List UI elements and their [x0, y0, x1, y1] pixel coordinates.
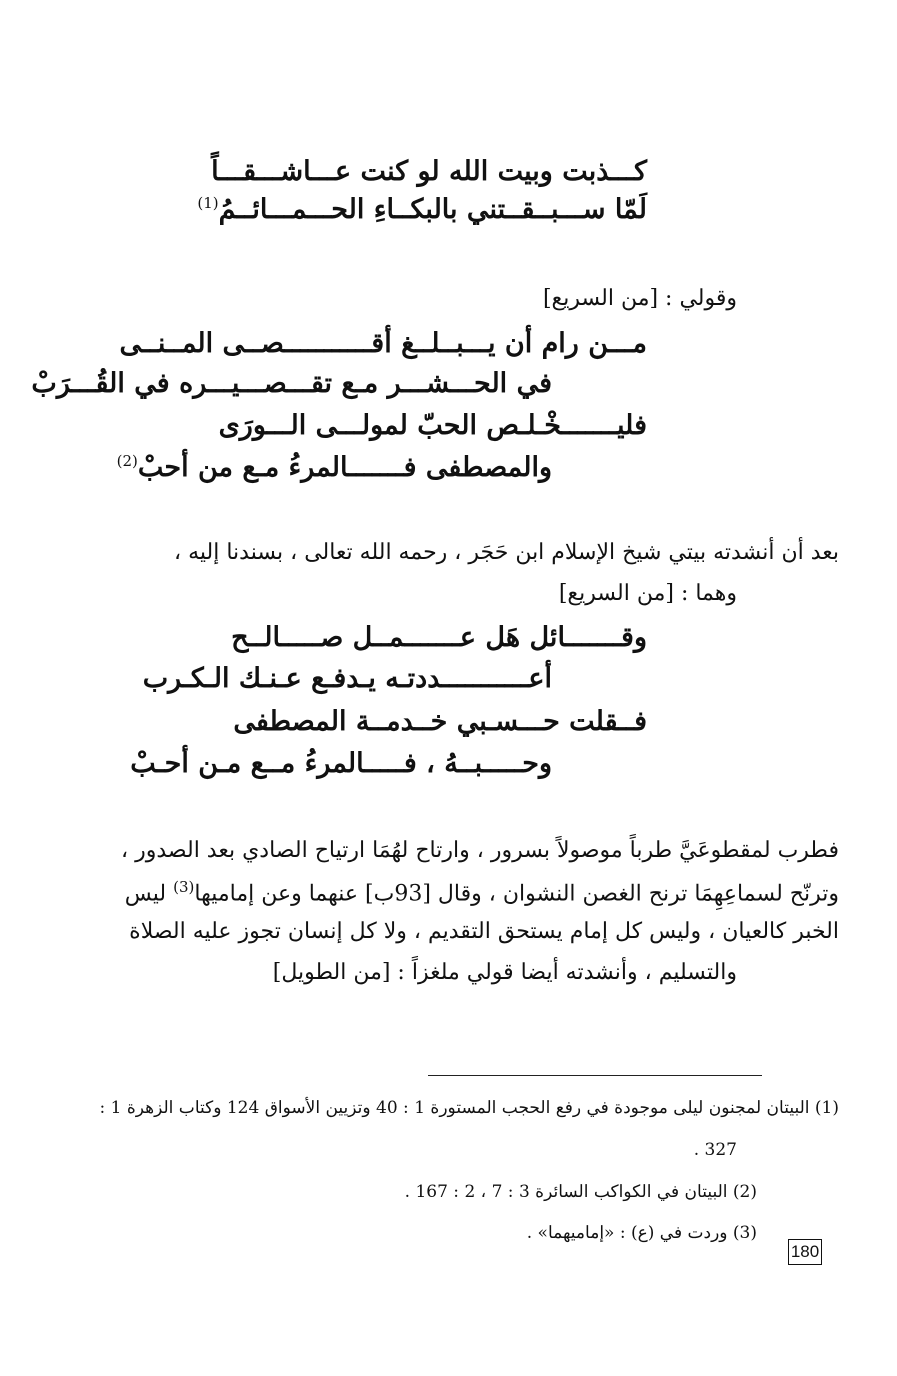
poem2-line4: [117, 454, 552, 481]
para2-line1: فطرب لمقطوعَيَّ طرباً موصولاً بسرور ، وارتاح لهُمَا ارتياح الصادي بعد الصدور ،: [121, 838, 839, 863]
para2-line3: الخبر كالعيان ، وليس كل إمام يستحق التقديم ، ولا كل إنسان تجوز عليه الصلاة: [129, 919, 839, 944]
footnote-ref-1: (1): [197, 194, 219, 212]
poem2-line2: في الحـــشـــر مـع تقـــصـــيـــره في القُـــرَبْ: [31, 368, 552, 399]
para2-line2: [125, 880, 839, 905]
footnote-1-line1: (1) البيتان لمجنون ليلى موجودة في رفع الحجب المستورة 1 : 40 وتزيين الأسواق 124 وكتاب الزهرة 1 :: [99, 1098, 839, 1118]
para1-line1: بعد أن أنشدته بيتي شيخ الإسلام ابن حَجَر ، رحمه الله تعالى ، بسندنا إليه ،: [174, 540, 839, 565]
poem2-line4-text: والمصطفى فـــــــالمرءُ مـع من أحبْ: [137, 452, 552, 483]
poem3-line4: وحـــــبــهُ ، فـــــالمرءُ مــع مـن أحـبْ: [130, 748, 552, 779]
para1-line2: وهما : [من السريع]: [558, 581, 737, 606]
poem2-line3: فليـــــــخْـلـص الحبّ لمولـــى الـــورَى: [218, 410, 647, 441]
para2-line2-tail: ليس: [124, 881, 174, 907]
footnote-ref-2: (2): [116, 452, 138, 470]
footnote-ref-3: (3): [173, 878, 195, 896]
page-number: 180: [788, 1239, 822, 1265]
footnote-1-line2: 327 .: [693, 1140, 737, 1160]
poem3-line1: وقـــــــائل هَل عـــــــمــل صـــــالــح: [231, 622, 647, 653]
footnote-3: (3) وردت في (ع) : «إماميهما» .: [526, 1223, 757, 1243]
footnote-2: (2) البيتان في الكواكب السائرة 3 : 7 ، 2 : 167 .: [404, 1182, 757, 1202]
para2-line2-text: وترنّح لسماعِهِمَا ترنح الغصن النشوان ، وقال [93ب] عنهما وعن إماميها: [194, 881, 839, 907]
poem3-line3: فــقلت حـــسـبي خــدمــة المصطفى: [233, 706, 647, 737]
poem1-line2: [197, 196, 647, 223]
poem1-line1: كـــذبت وبيت الله لو كنت عـــاشـــقـــاً: [211, 156, 647, 187]
poem2-line1: مـــن رام أن يـــبــلــغ أقـــــــــــصــى المــنــى: [119, 328, 647, 359]
poem3-line2: أعـــــــــــددتـه يـدفـع عـنـك الـكـرب: [142, 663, 552, 694]
para2-line4: والتسليم ، وأنشدته أيضا قولي ملغزاً : [من الطويل]: [272, 960, 737, 985]
footnote-divider: [428, 1075, 762, 1076]
poem1-line2-text: لَمّا ســـبــقــتني بالبكــاءِ الحـــمـــائــمُ: [218, 194, 647, 225]
poem2-intro: وقولي : [من السريع]: [542, 286, 737, 311]
